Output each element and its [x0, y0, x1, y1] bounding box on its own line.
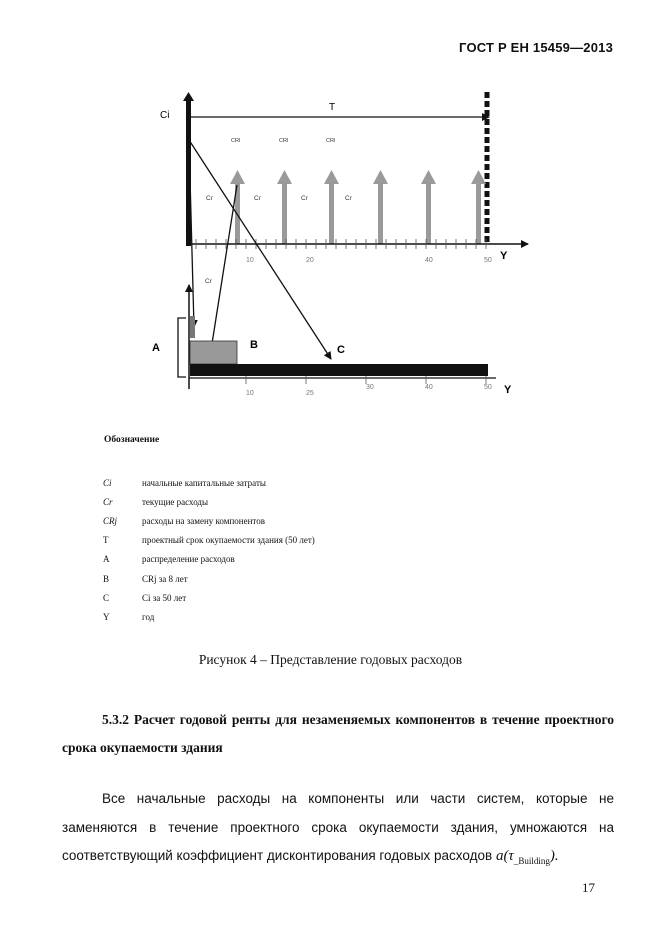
formula-end: ).	[549, 848, 559, 864]
ci-to-c-line	[189, 140, 331, 359]
tick-label: 25	[306, 390, 314, 397]
tick-label: 50	[484, 257, 492, 264]
legend-item	[103, 569, 315, 588]
legend-title: Обозначение	[104, 435, 160, 445]
ci-axis-label: Ci	[160, 110, 170, 121]
x-axis-label: Y	[500, 250, 508, 262]
legend-symbol: A	[103, 554, 110, 565]
legend-symbol: Ci	[103, 477, 112, 488]
cr-label: Cr	[301, 195, 308, 202]
tick-label: 40	[425, 384, 433, 391]
cr-label: Cr	[254, 195, 261, 202]
tick-label: 40	[425, 257, 433, 264]
tick-label: 20	[306, 257, 314, 264]
annual-costs-figure	[0, 0, 661, 430]
figure-caption: Рисунок 4 – Представление годовых расходов	[198, 652, 463, 667]
cr-label: Cr	[345, 195, 352, 202]
legend-symbol: Cr	[103, 496, 113, 507]
formula-subscript: _Building	[513, 856, 550, 866]
bottom-x-ticks	[246, 376, 486, 384]
tick-label: 50	[484, 384, 492, 391]
body-paragraph	[62, 785, 614, 876]
legend-symbol: Y	[103, 611, 110, 622]
cost-arrow	[277, 170, 292, 244]
legend-item	[103, 531, 315, 550]
cost-arrow	[373, 170, 388, 244]
legend	[103, 473, 315, 627]
legend-text: начальные капитальные затраты	[142, 477, 266, 488]
distribution-bracket	[178, 318, 186, 377]
legend-symbol: C	[103, 592, 110, 603]
cost-arrow	[324, 170, 339, 244]
ci-annual-bar	[190, 316, 195, 338]
crl-label: CRl	[231, 138, 241, 144]
page-number: 17	[582, 880, 595, 895]
legend-item	[103, 607, 315, 626]
legend-text: проектный срок окупаемости здания (50 лет)	[142, 535, 315, 546]
legend-item	[103, 492, 315, 511]
x-axis-label: Y	[504, 384, 512, 396]
projection-lines	[189, 140, 331, 359]
crl-label: CRl	[279, 138, 289, 144]
t-label: T	[329, 102, 336, 113]
legend-symbol: B	[103, 573, 110, 584]
document-header: ГОСТ Р ЕН 15459—2013	[459, 40, 613, 55]
y-axis-arrowhead	[183, 92, 194, 101]
section-number: 5.3.2	[102, 712, 129, 727]
cr-label: Cr	[206, 195, 213, 202]
replacement-to-b-line	[211, 185, 237, 350]
c-label: C	[337, 344, 345, 356]
crl-label: CRl	[326, 138, 336, 144]
discount-factor-formula	[496, 848, 559, 864]
section-title: Расчет годовой ренты для незаменяемых компонентов в течение проектного срока окупаемости здания	[62, 712, 614, 755]
annual-cost-arrows	[230, 170, 486, 244]
section-heading	[62, 706, 614, 762]
legend-text: расходы на замену компонентов	[142, 515, 265, 526]
legend-item	[103, 588, 315, 607]
replacement-cost-block	[190, 341, 237, 364]
formula-main: a(τ	[495, 848, 514, 864]
top-tick-labels	[246, 257, 492, 264]
legend-symbol: CRj	[103, 515, 118, 526]
legend-text: год	[142, 611, 155, 622]
tick-label: 30	[366, 384, 374, 391]
legend-text: текущие расходы	[142, 496, 209, 507]
replacement-cost-labels	[231, 138, 335, 144]
legend-text: CRj за 8 лет	[142, 573, 188, 584]
tick-label: 10	[246, 390, 254, 397]
cost-arrow	[421, 170, 436, 244]
legend-item	[103, 550, 315, 569]
legend-item	[103, 511, 315, 530]
cr-label: Cr	[205, 278, 212, 285]
tick-label: 10	[246, 257, 254, 264]
legend-item	[103, 473, 315, 492]
legend-text: распределение расходов	[142, 554, 235, 565]
bottom-tick-labels	[246, 384, 492, 397]
annual-ci-band	[190, 364, 488, 376]
legend-text: Ci за 50 лет	[142, 592, 187, 603]
a-label: A	[152, 342, 160, 354]
legend-symbol: T	[103, 535, 109, 546]
b-label: B	[250, 339, 258, 351]
cost-arrow	[471, 170, 486, 244]
paragraph-text: Все начальные расходы на компоненты или части систем, которые не заменяются в течение проектного срока окупаемости здания, умножаются на соответствующий коэффициент дисконтирования годовых расходов	[62, 791, 614, 863]
